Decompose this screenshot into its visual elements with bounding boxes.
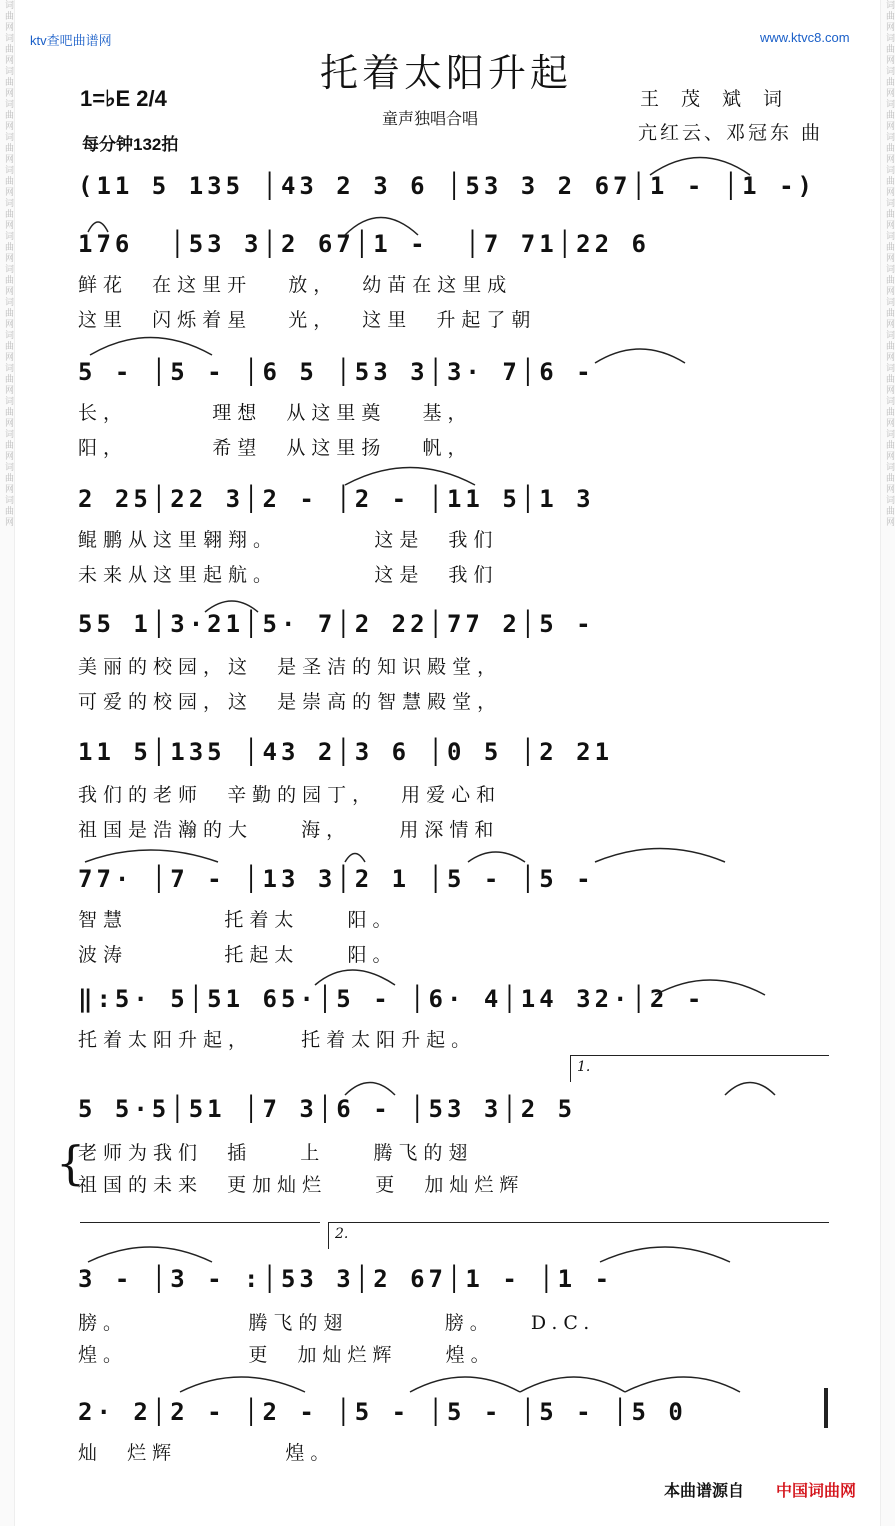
notation-row-6: 11 5│135 │43 2│3 6 │0 5 │2 21 — [78, 738, 614, 766]
lyric-row-11a: 灿 烂辉 煌。 — [78, 1442, 336, 1464]
slur-arc — [345, 218, 418, 236]
slur-arc — [600, 1247, 730, 1262]
lyric-row-2a: 鲜花 在这里开 放， 幼苗在这里成 — [78, 274, 513, 296]
watermark-right[interactable]: www.ktvc8.com — [760, 30, 850, 45]
lyric-row-9a: 老师为我们 插 上 腾飞的翅 — [78, 1142, 474, 1164]
notation-row-4: 2 25│22 3│2 - │2 - │11 5│1 3 — [78, 485, 595, 513]
lyric-row-4b: 未来从这里起航。 这是 我们 — [78, 564, 499, 586]
slur-arc — [315, 970, 395, 985]
notation-row-3: 5 - │5 - │6 5 │53 3│3· 7│6 - — [78, 358, 595, 386]
lyric-row-8a: 托着太阳升起， 托着太阳升起。 — [78, 1029, 477, 1051]
left-margin-strip: 词曲网词曲网词曲网词曲网词曲网词曲网词曲网词曲网词曲网词曲网词曲网词曲网词曲网词曲网词曲网词曲网 — [0, 0, 15, 1526]
slur-arc — [625, 1377, 740, 1392]
slur-arc — [468, 852, 525, 862]
slur-arc — [88, 222, 108, 232]
notation-row-11: 2· 2│2 - │2 - │5 - │5 - │5 - │5 0 — [78, 1398, 687, 1426]
composer-credit: 亢红云、邓冠东 曲 — [638, 122, 824, 144]
slur-arc — [90, 338, 212, 356]
lyric-row-7b: 波涛 托起太 阳。 — [78, 944, 398, 966]
notation-row-1: (11 5 135 │43 2 3 6 │53 3 2 67│1 - │1 -) — [78, 172, 816, 200]
lyric-row-6a: 我们的老师 辛勤的园丁， 用爱心和 — [78, 784, 502, 806]
footer-source-label: 本曲谱源自 — [664, 1481, 745, 1500]
slur-arc — [180, 1377, 305, 1392]
slur-arc — [205, 601, 258, 612]
notation-row-7: 77· │7 - │13 3│2 1 │5 - │5 - — [78, 865, 595, 893]
lyric-row-3a: 长， 理想 从这里奠 基， — [78, 402, 473, 424]
slur-arc — [345, 1083, 395, 1096]
slur-arc — [345, 468, 475, 486]
notation-row-2: 176 │53 3│2 67│1 - │7 71│22 6 — [78, 230, 650, 258]
slur-arc — [85, 850, 218, 862]
lyric-row-5b: 可爱的校园，这 是崇高的智慧殿堂， — [78, 691, 503, 713]
notation-row-9: 5 5·5│51 │7 3│6 - │53 3│2 5 — [78, 1095, 577, 1123]
slur-arc — [88, 1247, 212, 1262]
lyric-row-4a: 鲲鹏从这里翱翔。 这是 我们 — [78, 529, 499, 551]
lyric-row-2b: 这里 闪烁着星 光， 这里 升起了朝 — [78, 309, 537, 331]
right-margin-strip: 词曲网词曲网词曲网词曲网词曲网词曲网词曲网词曲网词曲网词曲网词曲网词曲网词曲网词曲网词曲网词曲网 — [880, 0, 895, 1526]
verse-brace: { — [56, 1136, 86, 1190]
slur-arc — [650, 158, 750, 176]
key-signature: 1=♭E 2/4 — [80, 86, 167, 111]
slur-arc — [655, 980, 765, 995]
first-ending-label: 1. — [577, 1059, 591, 1075]
lyricist-credit: 王茂斌词 — [640, 88, 805, 110]
watermark-left[interactable]: ktv查吧曲谱网 — [30, 33, 112, 48]
slur-arc — [595, 349, 685, 363]
performance-type: 童声独唱合唱 — [382, 109, 479, 128]
lyric-row-7a: 智慧 托着太 阳。 — [78, 909, 398, 931]
notation-row-5: 55 1│3·21│5· 7│2 22│77 2│5 - — [78, 610, 595, 638]
slur-arc — [725, 1083, 775, 1096]
slur-arc — [595, 849, 725, 863]
slur-arc — [520, 1377, 625, 1392]
notation-row-10: 3 - │3 - :│53 3│2 67│1 - │1 - — [78, 1265, 614, 1293]
slur-arc — [345, 854, 365, 863]
lyric-row-10a: 膀。 腾飞的翅 膀。 D.C. — [78, 1312, 596, 1334]
second-ending-label: 2. — [335, 1226, 349, 1242]
tempo-marking: 每分钟132拍 — [82, 135, 179, 154]
notation-row-8: ‖:5· 5│51 65·│5 - │6· 4│14 32·│2 - — [78, 985, 706, 1013]
lyric-row-9b: 祖国的未来 更加灿烂 更 加灿烂辉 — [78, 1174, 525, 1196]
footer-site-link[interactable]: 中国词曲网 — [776, 1481, 857, 1500]
slur-arc — [410, 1377, 520, 1392]
lyric-row-6b: 祖国是浩瀚的大 海， 用深情和 — [78, 819, 500, 841]
lyric-row-3b: 阳， 希望 从这里扬 帆， — [78, 437, 473, 459]
lyric-row-10b: 煌。 更 加灿烂辉 煌。 — [78, 1344, 496, 1366]
song-title: 托着太阳升起 — [320, 51, 573, 95]
lyric-row-5a: 美丽的校园，这 是圣洁的知识殿堂， — [78, 656, 503, 678]
